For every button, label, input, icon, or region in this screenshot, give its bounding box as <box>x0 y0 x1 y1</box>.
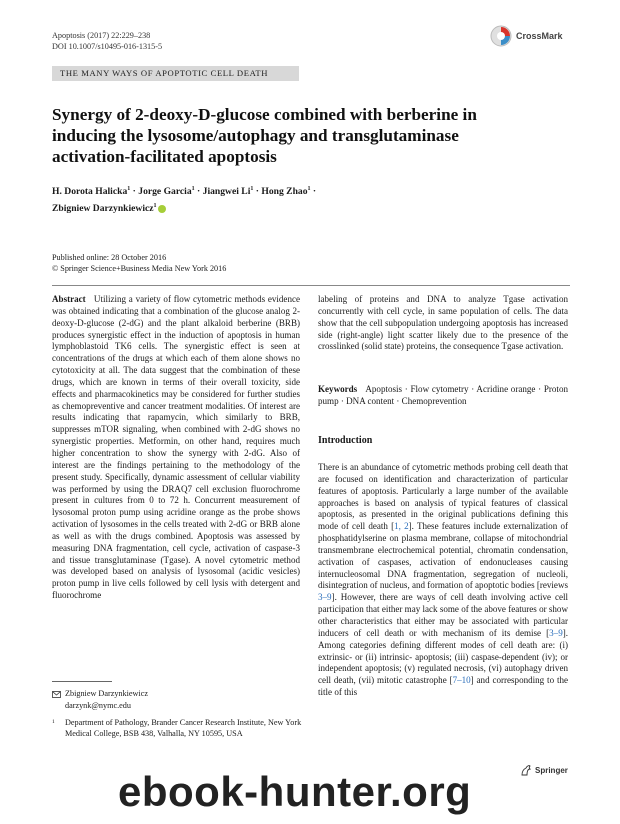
doi: DOI 10.1007/s10495-016-1315-5 <box>52 42 163 51</box>
affiliation-number: 1 <box>52 719 55 725</box>
journal-reference <box>52 30 162 52</box>
orcid-icon[interactable] <box>158 205 166 213</box>
author-separator: · <box>132 186 136 198</box>
section-banner: THE MANY WAYS OF APOPTOTIC CELL DEATH <box>52 66 299 81</box>
author-separator: · <box>255 186 259 198</box>
keywords-text: Apoptosis · Flow cytometry · Acridine orange · Proton pump · DNA content · Chemoprevention <box>318 384 568 406</box>
abstract-continuation <box>318 294 568 353</box>
divider <box>52 285 570 286</box>
affiliation-marker: 1 <box>153 203 157 210</box>
affiliation-marker: 1 <box>307 186 311 192</box>
affiliation-marker: 1 <box>191 186 195 192</box>
author-name[interactable]: Zbigniew Darzynkiewicz <box>52 203 154 215</box>
springer-horse-icon <box>520 764 532 776</box>
author-line-1 <box>52 182 472 199</box>
article-title: Synergy of 2-deoxy-D-glucose combined with berberine in inducing the lysosome/autophagy and transglutaminase activation-facilitated apoptosis <box>52 105 477 166</box>
published-date: Published online: 28 October 2016 <box>52 253 167 262</box>
author-name[interactable]: Hong Zhao <box>261 186 308 198</box>
affiliation-marker: 1 <box>250 186 254 192</box>
citation-link[interactable]: 7–10 <box>452 675 471 686</box>
springer-label: Springer <box>535 765 568 775</box>
intro-text: ]. Among categories defining different modes of cell death are: (i) extrinsic- or (ii) intrinsic- apoptosis; (iii) caspase-dependent (iv); or independent apoptosis; (v) regulated necrosis, (vi) autophagy driven cell death, (vii) mitotic catastrophe [ <box>318 627 568 686</box>
footnote-divider <box>52 681 112 682</box>
introduction-heading: Introduction <box>318 435 373 446</box>
crossmark-badge[interactable] <box>490 25 563 47</box>
citation-link[interactable]: 1, 2 <box>394 521 409 532</box>
journal-citation: Apoptosis (2017) 22:229–238 <box>52 31 151 40</box>
author-name[interactable]: Jiangwei Li <box>202 186 251 198</box>
envelope-icon <box>52 691 61 698</box>
springer-logo <box>520 764 568 776</box>
citation-link[interactable]: 3–9 <box>549 627 563 638</box>
intro-text: There is an abundance of cytometric methods probing cell death that are focused on identification and characterization of particular features of apoptosis. Particularly a large number of the available approaches is based on analysis of typical features of classical apoptosis, as presented in the original publications defining this mode of cell death [ <box>318 462 568 532</box>
crossmark-label: CrossMark <box>516 31 563 41</box>
correspondence <box>52 688 148 711</box>
affiliation <box>52 717 302 739</box>
abstract-continuation-text: labeling of proteins and DNA to analyze Tgase activation concurrently with cell cycle, in same population of cells. The data show that the cell subpopulation undergoing apoptosis has increased side (right-angle) light scatter likely due to the presence of the crosslinked (solid state) proteins, the consequence Tgase activation. <box>318 294 568 352</box>
abstract-label: Abstract <box>52 294 86 304</box>
affiliation-text: Department of Pathology, Brander Cancer Research Institute, New York Medical College, BSB 438, Valhalla, NY 10595, USA <box>65 718 302 739</box>
watermark: ebook-hunter.org <box>118 768 472 815</box>
author-line-2 <box>52 199 472 216</box>
author-separator: · <box>312 186 317 198</box>
publication-info <box>52 252 226 274</box>
intro-text: ] and corresponding to the title of this <box>318 675 568 698</box>
author-separator: · <box>197 186 201 198</box>
crossmark-icon <box>490 25 512 47</box>
author-list <box>52 182 472 216</box>
author-name[interactable]: Jorge Garcia <box>138 186 192 198</box>
keywords <box>318 384 568 408</box>
affiliation-marker: 1 <box>127 186 131 192</box>
abstract <box>52 294 300 602</box>
copyright: © Springer Science+Business Media New York 2016 <box>52 264 227 273</box>
intro-text: ]. However, there are ways of cell death involving active cell participation that either may lack some of the above features or show other characteristics that either may be associated with particular inducers of cell death or with mechanism of its demise [ <box>318 592 568 638</box>
abstract-text: Utilizing a variety of flow cytometric methods evidence was obtained indicating that a combination of the glucose analog 2-deoxy-D-glucose (2-dG) and the plant alkaloid berberine (BRB) produces synergistic effect in the induction of apoptosis in human lymphoblastoid TK6 cells. The synergistic effect is seen at concentrations of the drugs at which each of them alone shows no cytotoxicity at all. The data suggest that the combination of these drugs, which are known in terms of their overall toxicity, side effects and pharmacokinetics may be considered for further studies as chemopreventive and cancer treatment modalities. Of interest are results indicating that rapamycin, which similarly to BRB, suppresses mTOR signaling, when combined with 2-dG shows no synergistic properties. Metformin, on other hand, requires much higher concentration to show the synergy with 2-dG. Also of interest are the findings pertaining to the methodology of the present study. Specifically, dynamic assessment of cellular viability was performed by using the DRAQ7 cell exclusion fluorochrome present in cultures from 0 to 72 h. Concurrent measurement of lysosomal proton pump using acridine orange as the probe shows activation of lysosomes in the cells treated with 2-dG or BRB alone as well as with the drugs combined. Apoptosis was assessed by measuring DNA fragmentation, cell cycle, activation of caspase-3 and tissue transglutaminase (Tgase). A novel cytometric method was developed based on analysis of lysosomal (acidic vesicles) proton pump in live cells followed by cell lysis with detergent and fluorochrome <box>52 294 300 601</box>
introduction-body <box>318 462 568 699</box>
citation-link[interactable]: 3–9 <box>318 592 332 603</box>
author-name[interactable]: H. Dorota Halicka <box>52 186 128 198</box>
intro-text: ]. These features include externalization of phosphatidylserine on plasma membrane, collapse of mitochondrial transmembrane electrochemical potential, chromatin condensation, activation of caspases, activation of endonucleases causing internucleosomal DNA fragmentation, segregation of nucleoli, disintegration of nucleus, and formation of apoptotic bodies [reviews <box>318 521 568 591</box>
correspondence-name: Zbigniew Darzynkiewicz <box>65 689 148 698</box>
keywords-label: Keywords <box>318 384 358 394</box>
correspondence-email[interactable]: darzynk@nymc.edu <box>65 700 131 710</box>
